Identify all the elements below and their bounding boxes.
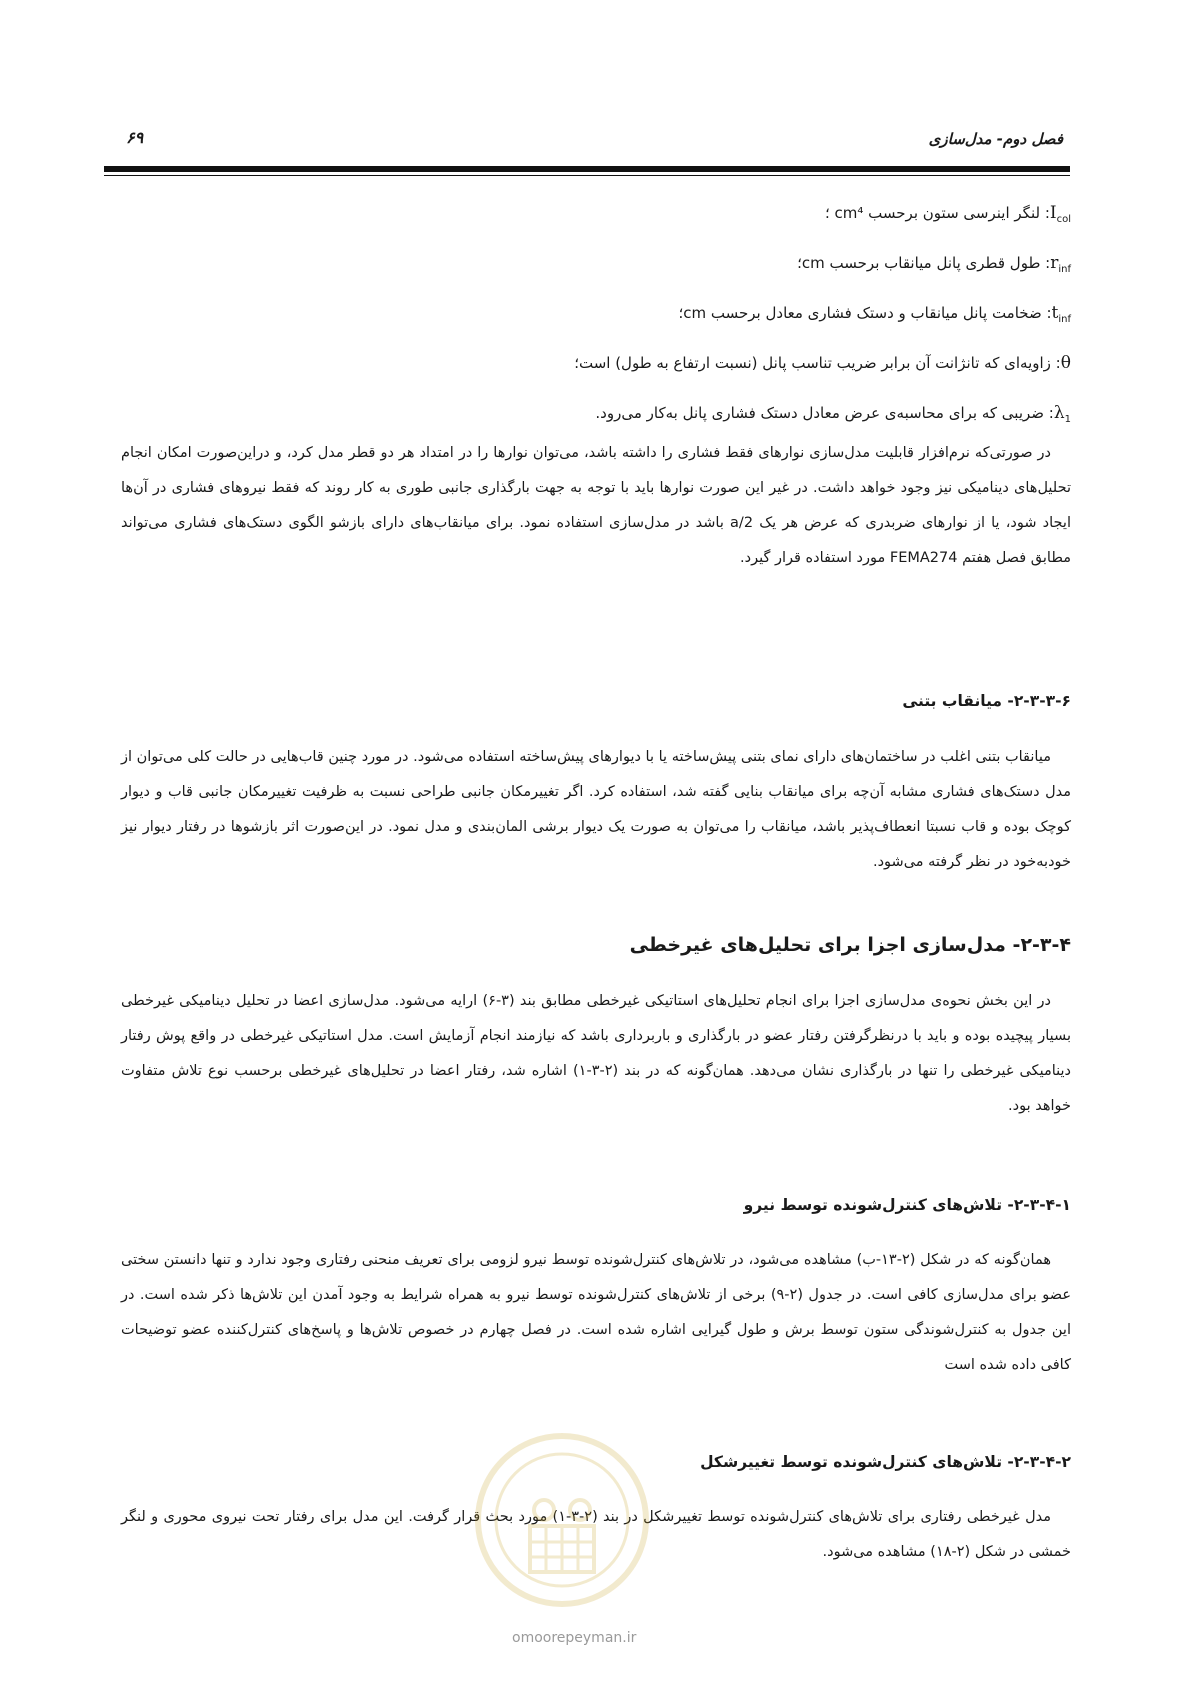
symbol: t [1051,303,1059,323]
paragraph-text: همان‌گونه که در شکل (۲-۱۳-ب) مشاهده می‌شود، در تلاش‌های کنترل‌شونده توسط نیرو لزومی برای تعریف منحنی رفتاری وجود ندارد و تنها دانستن سختی عضو برای مدل‌سازی کافی است. در جدول (۲-۹) برخی از تلاش‌های کنترل‌شونده توسط نیرو به همراه شرایط به وجود آمدن این تلاش‌ها ذکر شده است. در این جدول به کنترل‌شوندگی ستون توسط برش و طول گیرایی اشاره شده است. در فصل چهارم در خصوص تلاش‌ها و پاسخ‌های کنترل‌کننده عضو توضیحات کافی داده شده است [121,1252,1071,1373]
section-heading-nonlinear-modeling: ۲-۳-۴- مدل‌سازی اجزا برای تحلیل‌های غیرخطی [629,934,1071,956]
symbol-subscript: 1 [1064,414,1071,425]
symbol-subscript: col [1056,214,1071,225]
paragraph-text: در صورتی‌که نرم‌افزار قابلیت مدل‌سازی نوارهای فقط فشاری را داشته باشد، می‌توان نوارها را در امتداد هر دو قطر مدل کرد، و دراین‌صورت امکان انجام تحلیل‌های دینامیکی نیز وجود خواهد داشت. در غیر این صورت نوارها باید با توجه به جهت بارگذاری جانبی طوری به کار روند که فقط نیروهای فشاری در آن‌ها ایجاد شود، یا از نوارهای ضربدری که عرض هر یک a/2 باشد در مدل‌سازی استفاده نمود. برای میانقاب‌های دارای بازشو الگوی دستک‌های فشاری می‌تواند مطابق فصل هفتم FEMA274 مورد استفاده قرار گیرد. [121,445,1071,566]
symbol: r [1050,253,1059,273]
symbol-subscript: inf [1058,314,1071,325]
paragraph-concrete-infill [121,740,1071,880]
paragraph-text: در این بخش نحوه‌ی مدل‌سازی اجزا برای انجام تحلیل‌های استاتیکی غیرخطی مطابق بند (۳-۶) ارایه می‌شود. مدل‌سازی اعضا در تحلیل دینامیکی غیرخطی بسیار پیچیده بوده و باید با درنظرگرفتن رفتار عضو در بارگذاری و باربرداری باشد که نیازمند انجام آزمایش است. مدل استاتیکی غیرخطی در واقع پوش رفتار دینامیکی غیرخطی را تنها در بارگذاری نشان می‌دهد. همان‌گونه که در بند (۲-۳-۱) اشاره شد، رفتار اعضا در تحلیل‌های غیرخطی برحسب نوع تلاش متفاوت خواهد بود. [121,993,1071,1114]
paragraph-nonlinear-modeling [121,984,1071,1124]
symbol-description: : ضریبی که برای محاسبه‌ی عرض معادل دستک فشاری پانل به‌کار می‌رود. [595,404,1054,422]
symbol-definition [371,348,1071,398]
header-rule-thick [104,166,1070,172]
symbol: λ [1053,403,1065,423]
paragraph-compression-struts [121,436,1071,576]
symbol-definition [371,248,1071,298]
symbol-subscript: inf [1058,264,1071,275]
paragraph-deformation-controlled [121,1500,1071,1570]
symbol: I [1049,203,1057,223]
symbol-description: : لنگر اینرسی ستون برحسب cm⁴ ؛ [824,204,1050,222]
paragraph-force-controlled [121,1243,1071,1383]
paragraph-text: مدل غیرخطی رفتاری برای تلاش‌های کنترل‌شونده توسط تغییرشکل در بند (۲-۳-۱) مورد بحث قرار گرفت. این مدل برای رفتار تحت نیروی محوری و لنگر خمشی در شکل (۲-۱۸) مشاهده می‌شود. [121,1509,1071,1560]
symbol-description: : طول قطری پانل میانقاب برحسب cm؛ [797,254,1051,272]
symbol-definition [371,198,1071,248]
section-heading-concrete-infill: ۲-۳-۳-۶- میانقاب بتنی [902,692,1071,710]
watermark-url: omoorepeyman.ir [512,1630,637,1646]
symbol: θ [1060,353,1071,373]
symbol-description: : ضخامت پانل میانقاب و دستک فشاری معادل برحسب cm؛ [678,304,1052,322]
symbol-definition [371,298,1071,348]
symbol-description: : زاویه‌ای که تانژانت آن برابر ضریب تناسب پانل (نسبت ارتفاع به طول) است؛ [574,354,1061,372]
symbol-definitions [371,198,1071,448]
paragraph-text: میانقاب بتنی اغلب در ساختمان‌های دارای نمای بتنی پیش‌ساخته یا با دیوارهای پیش‌ساخته استفاده می‌شود. در مورد چنین قاب‌هایی در حالت کلی می‌توان از مدل دستک‌های فشاری مشابه آن‌چه برای میانقاب بنایی گفته شد، استفاده کرد. اگر تغییرمکان جانبی طراحی نسبت به ظرفیت تغییرمکان جانبی قاب و دیوار کوچک بوده و قاب نسبتا انعطاف‌پذیر باشد، میانقاب را می‌توان به صورت یک دیوار برشی المان‌بندی و مدل نمود. در این‌صورت اثر بازشوها در رفتار دیوار نیز خودبه‌خود در نظر گرفته می‌شود. [121,749,1071,870]
page-number: ۶۹ [126,128,144,147]
section-heading-deformation-controlled: ۲-۳-۴-۲- تلاش‌های کنترل‌شونده توسط تغییرشکل [700,1453,1071,1471]
header-rule-thin [104,175,1070,176]
section-heading-force-controlled: ۲-۳-۴-۱- تلاش‌های کنترل‌شونده توسط نیرو [743,1196,1071,1214]
running-header-chapter: فصل دوم- مدل‌سازی [928,130,1063,148]
